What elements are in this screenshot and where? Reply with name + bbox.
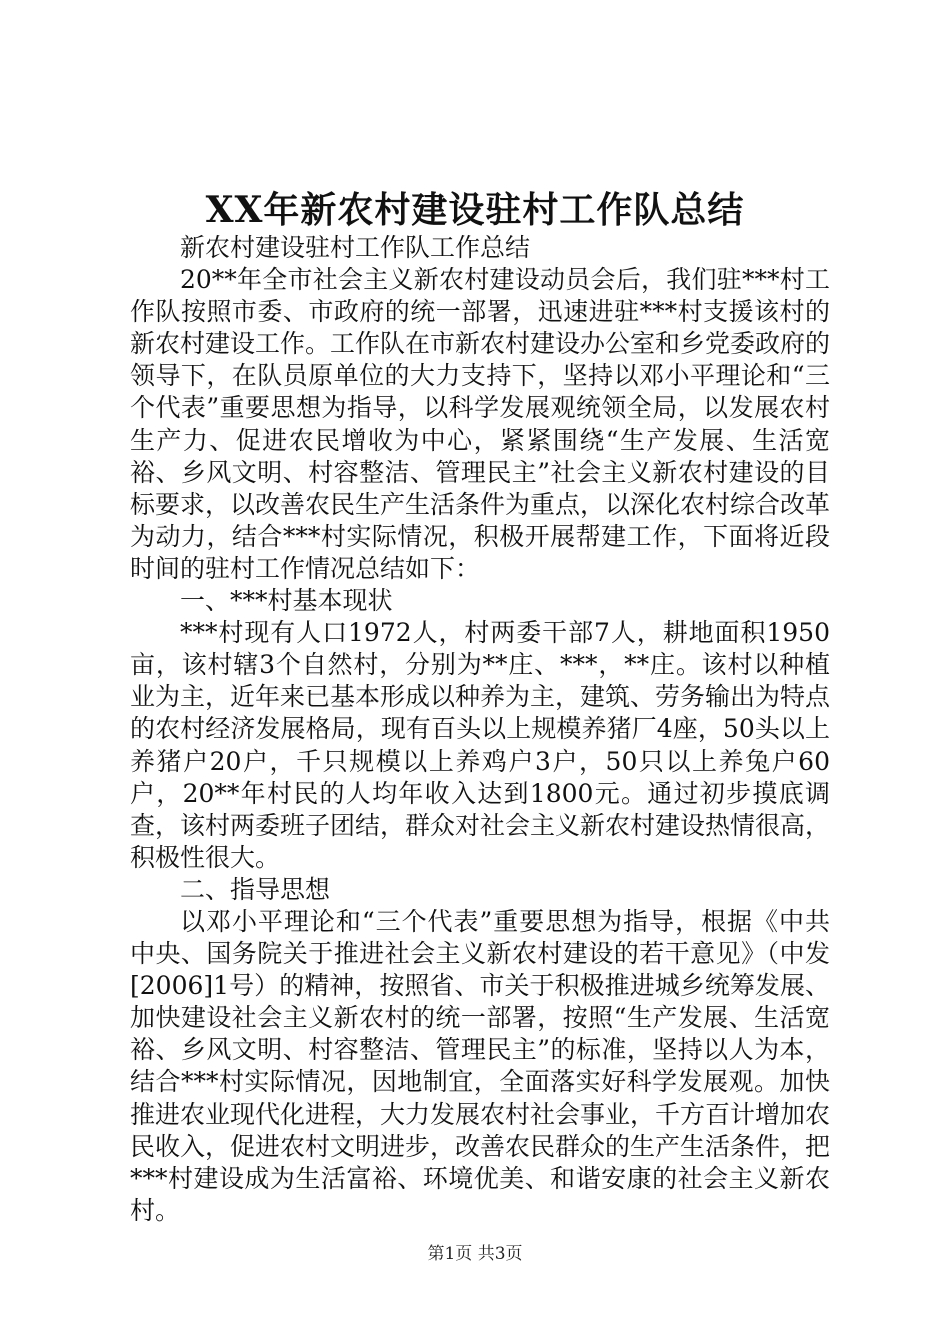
intro-paragraph: 20**年全市社会主义新农村建设动员会后，我们驻***村工作队按照市委、市政府的统一部署，迅速进驻***村支援该村的新农村建设工作。工作队在市新农村建设办公室和乡党委政府的领导下，在队员原单位的大力支持下，坚持以邓小平理论和“三个代表”重要思想为指导，以科学发展观统领全局，以发展农村生产力、促进农民增收为中心，紧紧围绕“生产发展、生活宽裕、乡风文明、村容整洁、管理民主”社会主义新农村建设的目标要求，以改善农民生产生活条件为重点，以深化农村综合改革为动力，结合***村实际情况，积极开展帮建工作，下面将近段时间的驻村工作情况总结如下： (130, 265, 831, 583)
section-heading-2: 二、指导思想 (180, 874, 331, 904)
document-body (130, 232, 830, 1227)
page-footer: 第1页 共3页 (427, 1244, 523, 1264)
subtitle-paragraph: 新农村建设驻村工作队工作总结 (180, 233, 531, 262)
section-1-paragraph: ***村现有人口1972人，村两委干部7人，耕地面积1950亩，该村辖3个自然村，分别为**庄、***，**庄。该村以种植业为主，近年来已基本形成以种养为主，建筑、劳务输出为特点的农村经济发展格局，现有百头以上规模养猪厂4座，50头以上养猪户20户，千只规模以上养鸡户3户，50只以上养兔户60户，20**年村民的人均年收入达到1800元。通过初步摸底调查，该村两委班子团结，群众对社会主义新农村建设热情很高，积极性很大。 (130, 618, 831, 872)
section-heading-1: 一、***村基本现状 (180, 586, 393, 616)
document-title: XX年新农村建设驻村工作队总结 (205, 189, 745, 231)
section-2-paragraph: 以邓小平理论和“三个代表”重要思想为指导，根据《中共中央、国务院关于推进社会主义新农村建设的若干意见》（中发[2006]1号）的精神，按照省、市关于积极推进城乡统筹发展、加快建设社会主义新农村的统一部署，按照“生产发展、生活宽裕、乡风文明、村容整洁、管理民主”的标准，坚持以人为本，结合***村实际情况，因地制宜，全面落实好科学发展观。加快推进农业现代化进程，大力发展农村社会事业，千方百计增加农民收入，促进农村文明进步，改善农民群众的生产生活条件，把***村建设成为生活富裕、环境优美、和谐安康的社会主义新农村。 (130, 906, 831, 1225)
